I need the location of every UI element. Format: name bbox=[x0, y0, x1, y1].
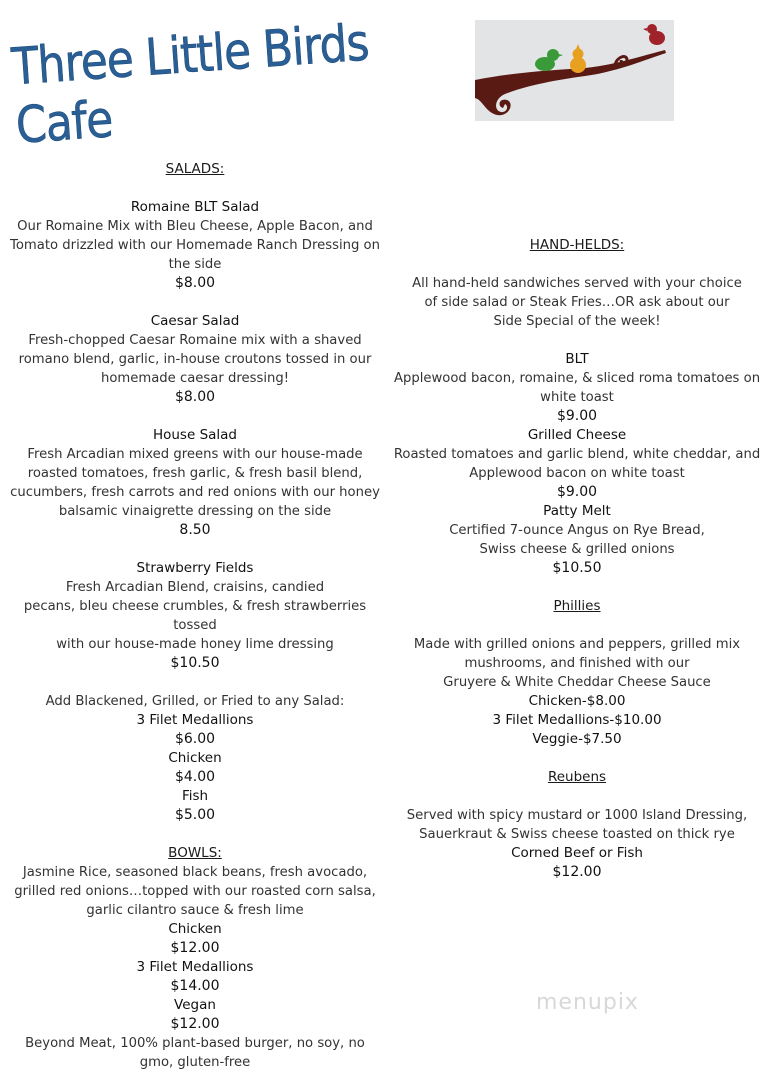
item-desc-line: Fresh-chopped Caesar Romaine mix with a shaved bbox=[28, 333, 362, 348]
bowls-heading: BOWLS: bbox=[168, 845, 222, 861]
reubens-desc-line: Sauerkraut & Swiss cheese toasted on thick rye bbox=[419, 827, 735, 842]
bowl-name: Vegan bbox=[174, 997, 216, 1013]
item-name: Romaine BLT Salad bbox=[130, 199, 260, 215]
reubens-desc-line: Served with spicy mustard or 1000 Island Dressing, bbox=[406, 808, 748, 823]
item-price: $8.00 bbox=[174, 389, 216, 405]
addon-price: $4.00 bbox=[174, 769, 216, 785]
handhelds-intro-line: of side salad or Steak Fries…OR ask about our bbox=[424, 295, 730, 310]
left-column bbox=[8, 160, 382, 1072]
menupix-watermark: menupix bbox=[536, 990, 639, 1015]
menu-item-blt bbox=[392, 350, 762, 426]
menu-item-romaine-blt-salad bbox=[8, 198, 382, 293]
addon-price: $6.00 bbox=[174, 731, 216, 747]
birds-on-branch-icon bbox=[475, 20, 674, 121]
bowls-desc-line: grilled red onions…topped with our roasted corn salsa, bbox=[14, 884, 376, 899]
item-name: Grilled Cheese bbox=[527, 427, 627, 443]
menu-item-patty-melt bbox=[392, 502, 762, 578]
phillies-option: Chicken-$8.00 bbox=[528, 693, 626, 709]
item-price: $10.50 bbox=[170, 655, 220, 671]
item-desc-line: with our house-made honey lime dressing bbox=[56, 637, 334, 652]
addon-name: 3 Filet Medallions bbox=[136, 712, 254, 728]
item-desc-line: Tomato drizzled with our Homemade Ranch Dressing on bbox=[10, 238, 380, 253]
phillies-option: 3 Filet Medallions-$10.00 bbox=[492, 712, 662, 728]
phillies-desc-line: mushrooms, and finished with our bbox=[464, 656, 690, 671]
item-desc-line: Fresh Arcadian mixed greens with our house-made bbox=[27, 447, 363, 462]
item-desc-line: roasted tomatoes, fresh garlic, & fresh basil blend, bbox=[27, 466, 363, 481]
bowl-price: $12.00 bbox=[170, 1016, 220, 1032]
item-name: Caesar Salad bbox=[150, 313, 240, 329]
salads-heading: SALADS: bbox=[165, 161, 225, 177]
reubens-section bbox=[392, 768, 762, 882]
item-desc-line: white toast bbox=[540, 390, 614, 405]
item-price: $10.50 bbox=[552, 560, 602, 576]
item-desc-line: Fresh Arcadian Blend, craisins, candied bbox=[65, 580, 325, 595]
bowl-price: $14.00 bbox=[170, 978, 220, 994]
reubens-price: $12.00 bbox=[552, 864, 602, 880]
bowl-name: 3 Filet Medallions bbox=[136, 959, 254, 975]
item-desc-line: Applewood bacon, romaine, & sliced roma tomatoes on bbox=[393, 371, 761, 386]
item-desc-line: romano blend, garlic, in-house croutons tossed in our bbox=[18, 352, 372, 367]
item-desc-line: Applewood bacon on white toast bbox=[469, 466, 685, 481]
item-desc-line: Certified 7-ounce Angus on Rye Bread, bbox=[449, 523, 705, 538]
item-price: 8.50 bbox=[179, 522, 211, 538]
phillies-option: Veggie-$7.50 bbox=[532, 731, 622, 747]
item-price: $9.00 bbox=[556, 484, 598, 500]
phillies-heading: Phillies bbox=[553, 598, 601, 614]
item-desc-line: Swiss cheese & grilled onions bbox=[479, 542, 675, 557]
item-desc-line: cucumbers, fresh carrots and red onions with our honey bbox=[10, 485, 380, 500]
handhelds-intro-line: Side Special of the week! bbox=[493, 314, 661, 329]
phillies-section bbox=[392, 597, 762, 749]
cafe-title bbox=[9, 13, 384, 156]
addons-intro: Add Blackened, Grilled, or Fried to any Salad: bbox=[45, 694, 345, 709]
bowl-price: $12.00 bbox=[170, 940, 220, 956]
addon-price: $5.00 bbox=[174, 807, 216, 823]
handhelds-intro-line: All hand-held sandwiches served with your choice bbox=[412, 276, 742, 291]
item-desc-line: homemade caesar dressing! bbox=[100, 371, 290, 386]
bowls-note-line: Beyond Meat, 100% plant-based burger, no soy, no bbox=[25, 1036, 365, 1051]
item-name: Strawberry Fields bbox=[136, 560, 254, 576]
handhelds-heading: HAND-HELDS: bbox=[529, 237, 625, 253]
item-price: $8.00 bbox=[174, 275, 216, 291]
item-name: BLT bbox=[565, 351, 589, 367]
cafe-title-text: Three Little Birds Cafe bbox=[9, 13, 371, 156]
bowls-desc-line: garlic cilantro sauce & fresh lime bbox=[86, 903, 304, 918]
reubens-heading: Reubens bbox=[547, 769, 607, 785]
menu-item-strawberry-fields bbox=[8, 559, 382, 673]
addon-name: Fish bbox=[181, 788, 209, 804]
item-price: $9.00 bbox=[556, 408, 598, 424]
salad-addons bbox=[8, 692, 382, 825]
bowls-note-line: gmo, gluten-free bbox=[139, 1055, 251, 1070]
phillies-desc-line: Gruyere & White Cheddar Cheese Sauce bbox=[443, 675, 711, 690]
bowls-desc-line: Jasmine Rice, seasoned black beans, fresh avocado, bbox=[22, 865, 368, 880]
reubens-name: Corned Beef or Fish bbox=[511, 845, 643, 861]
item-desc-line: the side bbox=[168, 257, 222, 272]
birds-logo-image bbox=[475, 20, 674, 121]
menu-item-house-salad bbox=[8, 426, 382, 540]
item-desc-line: Our Romaine Mix with Bleu Cheese, Apple Bacon, and bbox=[17, 219, 373, 234]
item-name: Patty Melt bbox=[543, 503, 611, 519]
bowl-name: Chicken bbox=[168, 921, 222, 937]
item-desc-line: balsamic vinaigrette dressing on the side bbox=[58, 504, 332, 519]
item-desc-line: Roasted tomatoes and garlic blend, white cheddar, and bbox=[393, 447, 761, 462]
menu-item-grilled-cheese bbox=[392, 426, 762, 502]
phillies-desc-line: Made with grilled onions and peppers, grilled mix bbox=[413, 637, 741, 652]
right-column bbox=[392, 236, 762, 882]
bowls-section bbox=[8, 844, 382, 1072]
addon-name: Chicken bbox=[168, 750, 222, 766]
menu-item-caesar-salad bbox=[8, 312, 382, 407]
item-desc-line: pecans, bleu cheese crumbles, & fresh strawberries tossed bbox=[23, 599, 367, 633]
item-name: House Salad bbox=[152, 427, 238, 443]
